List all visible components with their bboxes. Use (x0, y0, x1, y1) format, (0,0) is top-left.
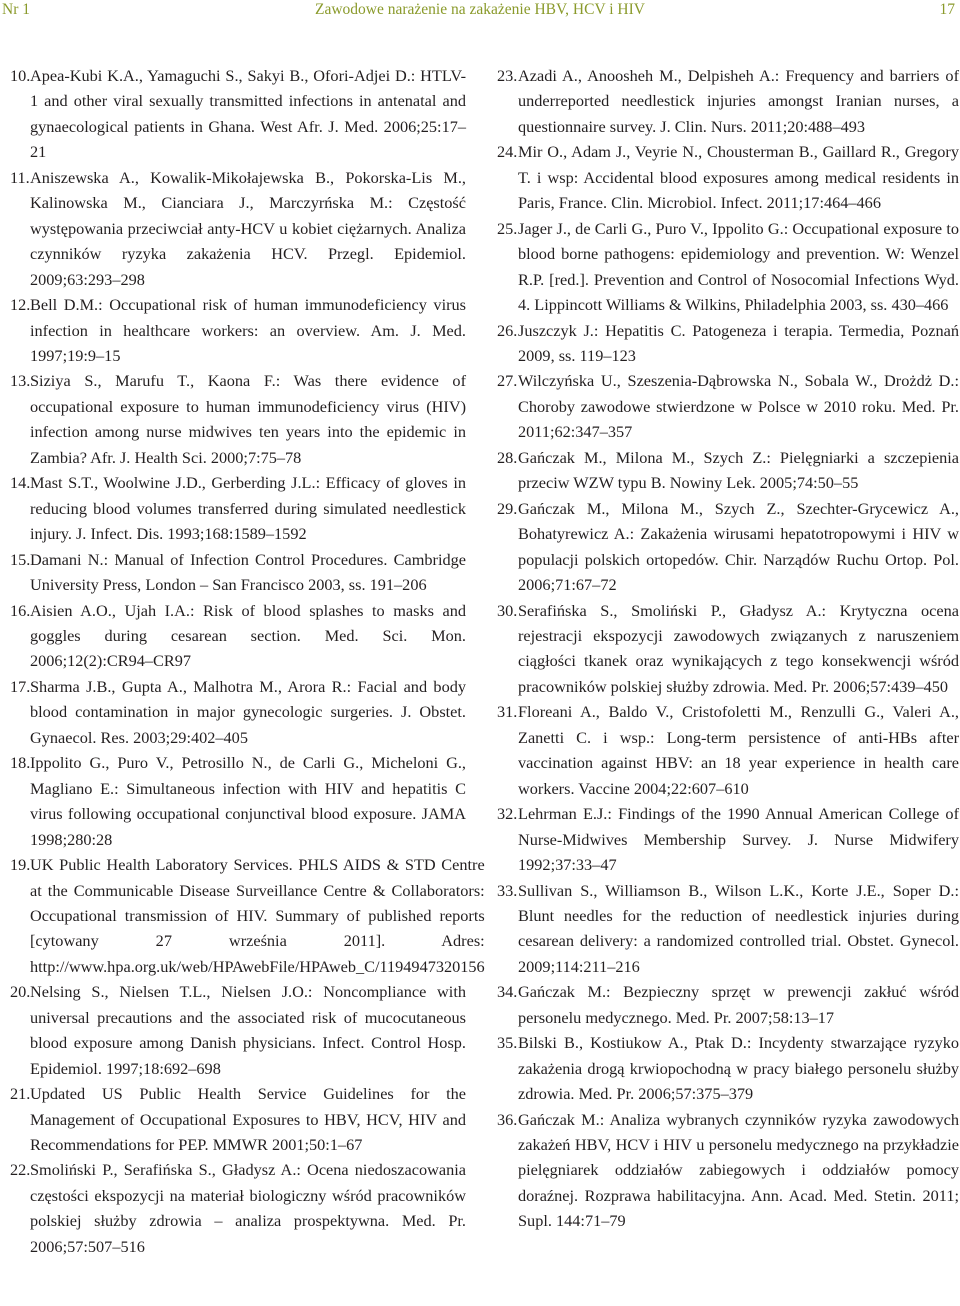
page-header (0, 0, 960, 26)
reference-text: Bilski B., Kostiukow A., Ptak D.: Incydenty stwarzające ryzyko zakażenia drogą krwiopochodną w pracy białego personelu służby zdrowia. Med. Pr. 2006;57:375–379 (518, 1033, 959, 1104)
reference-text: Gańczak M.: Bezpieczny sprzęt w prewencji zakłuć wśród personelu medycznego. Med. Pr. 2007;58:13–17 (518, 982, 959, 1027)
running-title: Zawodowe narażenie na zakażenie HBV, HCV i HIV (315, 1, 645, 18)
reference-number: 12. (10, 295, 31, 315)
reference-text: Apea-Kubi K.A., Yamaguchi S., Sakyi B., Ofori-Adjei D.: HTLV-1 and other viral sexually transmitted infections in antenatal and gynaecological patients in Ghana. West Afr. J. Med. 2006;25:17–21 (30, 66, 466, 162)
reference-item (10, 598, 466, 674)
reference-item (497, 139, 959, 215)
reference-item (10, 852, 485, 979)
reference-item (497, 496, 959, 598)
issue-number: Nr 1 (2, 1, 30, 18)
reference-number: 29. (497, 498, 518, 518)
reference-text: Sharma J.B., Gupta A., Malhotra M., Arora R.: Facial and body blood contamination in major gynecologic surgeries. J. Obstet. Gynaecol. Res. 2003;29:402–405 (30, 676, 466, 747)
reference-text: Aisien A.O., Ujah I.A.: Risk of blood splashes to masks and goggles during cesarean section. Med. Sci. Mon. 2006;12(2):CR94–CR97 (30, 600, 466, 671)
reference-number: 10. (10, 66, 31, 85)
reference-text: Sullivan S., Williamson B., Wilson L.K., Korte J.E., Soper D.: Blunt needles for the reduction of needlestick injuries during cesarean delivery: a randomized controlled trial. Obstet. Gynecol. 2009;114:211–216 (518, 880, 959, 976)
reference-item (10, 1157, 466, 1259)
reference-text: Gańczak M., Milona M., Szych Z.: Pielęgniarki a szczepienia przeciw WZW typu B. Nowiny Lek. 2005;74:50–55 (518, 447, 959, 493)
reference-item (497, 1030, 959, 1106)
reference-text: Gańczak M., Milona M., Szych Z., Szechter-Grycewicz A., Bohatyrewicz A.: Zakażenia wirusami hepatotropowymi i HIV w populacji polskich ortopedów. Chir. Narządów Ruchu Ortop. Pol. 2006;71:67–72 (518, 498, 959, 595)
reference-item (497, 598, 959, 700)
reference-text: Smoliński P., Serafińska S., Gładysz A.: Ocena niedoszacowania częstości ekspozycji na materiał biologiczny wśród pracowników polskiej służby zdrowia – analiza prospektywna. Med. Pr. 2006;57:507–516 (30, 1160, 466, 1256)
reference-item (497, 216, 959, 318)
reference-number: 26. (497, 320, 518, 340)
reference-text: Updated US Public Health Service Guidelines for the Management of Occupational Exposures to HBV, HCV, HIV and Recommendations for PEP. MMWR 2001;50:1–67 (30, 1084, 466, 1155)
reference-text: Gańczak M.: Analiza wybranych czynników ryzyka zawodowych zakażeń HBV, HCV i HIV u personelu medycznego na przykładzie pielęgniarek oddziałów zabiegowych i oddziałów pomocy doraźnej. Rozprawa habilitacyjna. Ann. Acad. Med. Stetin. 2011; Supl. 144:71–79 (518, 1109, 959, 1231)
reference-text: Lehrman E.J.: Findings of the 1990 Annual American College of Nurse-Midwives Membership Survey. J. Nurse Midwifery 1992;37:33–47 (518, 804, 959, 875)
reference-text: Floreani A., Baldo V., Cristofoletti M., Renzulli G., Valeri A., Zanetti C. i wsp.: Long-term persistence of anti-HBs after vaccination against HBV: an 18 year experience in health care workers. Vaccine 2004;22:607–610 (518, 702, 959, 798)
reference-number: 22. (10, 1160, 31, 1180)
reference-text: Nelsing S., Nielsen T.L., Nielsen J.O.: Noncompliance with universal precautions and the associated risk of mucocutaneous blood exposure among Danish physicians. Infect. Control Hosp. Epidemiol. 1997;18:692–698 (30, 982, 466, 1078)
reference-number: 24. (497, 142, 518, 162)
reference-item (10, 368, 466, 470)
reference-number: 25. (497, 218, 518, 238)
reference-text: UK Public Health Laboratory Services. PHLS AIDS & STD Centre at the Communicable Disease Surveillance Centre & Collaborators: Occupational transmission of HIV. Summary of published reports [cytowany 27 września 2011]. Adres: http://www.hpa.org.uk/web/HPAwebFile/HPAweb_C/1194947320156 (30, 855, 485, 976)
reference-number: 20. (10, 982, 31, 1002)
reference-item (497, 801, 959, 877)
reference-number: 27. (497, 371, 518, 391)
reference-item (10, 470, 466, 546)
reference-item (497, 368, 959, 444)
reference-text: Ippolito G., Puro V., Petrosillo N., de Carli G., Micheloni G., Magliano E.: Simultaneous infection with HIV and hepatitis C virus following occupational conjunctival blood exposure. JAMA 1998;280:28 (30, 753, 466, 849)
reference-item (497, 699, 959, 801)
reference-text: Mir O., Adam J., Veyrie N., Chousterman B., Gaillard R., Gregory T. i wsp: Accidental blood exposures among medical residents in Paris, France. Clin. Microbiol. Infect. 2011;17:464–466 (518, 142, 959, 213)
reference-number: 23. (497, 66, 518, 85)
reference-item (10, 292, 466, 368)
reference-number: 31. (497, 702, 518, 722)
reference-number: 34. (497, 982, 518, 1002)
reference-number: 35. (497, 1033, 518, 1053)
reference-item (497, 445, 959, 496)
reference-item (10, 165, 466, 292)
reference-item (497, 878, 959, 980)
reference-item (10, 63, 466, 165)
page-number: 17 (939, 1, 955, 18)
reference-number: 15. (10, 549, 31, 569)
reference-text: Azadi A., Anoosheh M., Delpisheh A.: Frequency and barriers of underreported needlestick injuries amongst Iranian nurses, a questionnaire survey. J. Clin. Nurs. 2011;20:488–493 (518, 66, 959, 136)
reference-number: 36. (497, 1109, 518, 1129)
reference-text: Jager J., de Carli G., Puro V., Ippolito G.: Occupational exposure to blood borne pathogens: epidemiology and prevention. W: Wenzel R.P. [red.]. Prevention and Control of Nosocomial Infections Wyd. 4. Lippincott Williams & Wilkins, Philadelphia 2003, ss. 430–466 (518, 218, 959, 315)
reference-number: 33. (497, 880, 518, 900)
reference-number: 32. (497, 804, 518, 824)
reference-item (10, 750, 466, 852)
reference-number: 13. (10, 371, 31, 391)
reference-text: Bell D.M.: Occupational risk of human immunodeficiency virus infection in healthcare workers: an overview. Am. J. Med. 1997;19:9–15 (30, 295, 466, 365)
reference-item (497, 318, 959, 369)
reference-text: Siziya S., Marufu T., Kaona F.: Was there evidence of occupational exposure to human immunodeficiency virus (HIV) infection among nurse midwives ten years into the epidemic in Zambia? Afr. J. Health Sci. 2000;7:75–78 (30, 371, 466, 467)
references-right-column (497, 63, 959, 1234)
reference-item (10, 1081, 466, 1157)
reference-number: 18. (10, 753, 31, 773)
reference-text: Mast S.T., Woolwine J.D., Gerberding J.L.: Efficacy of gloves in reducing blood volumes transferred during simulated needlestick injury. J. Infect. Dis. 1993;168:1589–1592 (30, 473, 466, 544)
reference-number: 11. (10, 167, 30, 187)
reference-number: 30. (497, 600, 518, 620)
reference-text: Damani N.: Manual of Infection Control Procedures. Cambridge University Press, London – San Francisco 2003, ss. 191–206 (30, 549, 466, 595)
reference-item (497, 979, 959, 1030)
reference-number: 28. (497, 447, 518, 467)
reference-number: 16. (10, 600, 31, 620)
reference-text: Juszczyk J.: Hepatitis C. Patogeneza i terapia. Termedia, Poznań 2009, ss. 119–123 (518, 320, 959, 365)
reference-item (10, 547, 466, 598)
references-left-column (10, 63, 485, 1259)
reference-item (10, 979, 466, 1081)
reference-item (497, 1107, 959, 1234)
reference-number: 21. (10, 1084, 31, 1104)
reference-number: 14. (10, 473, 31, 493)
reference-item (10, 674, 466, 750)
reference-item (497, 63, 959, 139)
reference-text: Aniszewska A., Kowalik-Mikołajewska B., Pokorska-Lis M., Kalinowska M., Cianciara J., Marczyrńska M.: Częstość występowania przeciwciał anty-HCV u kobiet ciężarnych. Analiza czynników ryzyka zakażenia HCV. Przegl. Epidemiol. 2009;63:293–298 (30, 167, 466, 289)
reference-text: Wilczyńska U., Szeszenia-Dąbrowska N., Sobala W., Drożdż D.: Choroby zawodowe stwierdzone w Polsce w 2010 roku. Med. Pr. 2011;62:347–357 (518, 371, 959, 442)
reference-number: 19. (10, 855, 31, 875)
reference-number: 17. (10, 676, 31, 696)
reference-text: Serafińska S., Smoliński P., Gładysz A.: Krytyczna ocena rejestracji ekspozycji zawodowych związanych z naruszeniem ciągłości tkanek oraz wynikających z tego konsekwencji wśród pracowników polskiej służby zdrowia. Med. Pr. 2006;57:439–450 (518, 600, 959, 696)
